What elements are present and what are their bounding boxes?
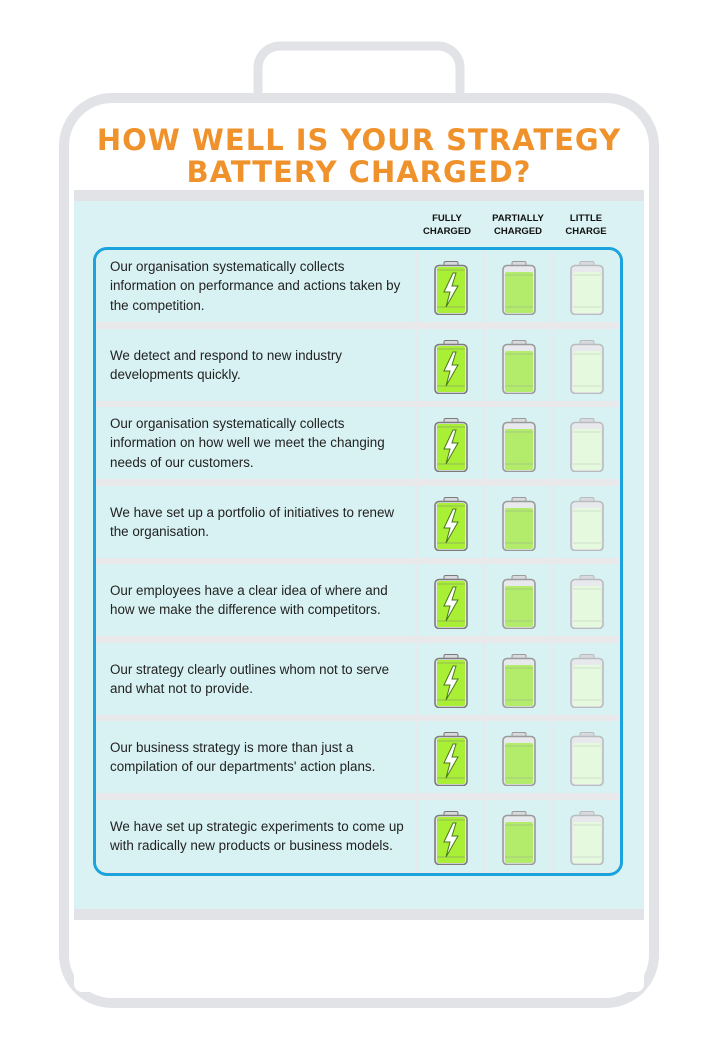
statement-cell — [96, 486, 415, 558]
column-header-little-charge: LITTLE CHARGE — [565, 213, 607, 237]
rating-cell-full[interactable] — [418, 800, 483, 872]
rating-cell-full[interactable] — [418, 564, 483, 636]
rating-cell-little[interactable] — [554, 486, 620, 558]
statement-text: Our organisation systematically collects information on performance and actions taken by the competition. — [110, 258, 401, 313]
statement-text: Our business strategy is more than just a compilation of our departments' action plans. — [110, 739, 376, 774]
statement-text: We detect and respond to new industry developments quickly. — [110, 347, 342, 382]
column-header-fully-charged: FULLY CHARGED — [422, 213, 472, 237]
statement-table — [93, 247, 623, 876]
rating-cell-partial[interactable] — [486, 721, 551, 793]
rating-cell-little[interactable] — [554, 250, 620, 322]
rating-cell-little[interactable] — [554, 721, 620, 793]
rating-cell-little[interactable] — [554, 564, 620, 636]
table-row — [96, 721, 620, 793]
full-battery-icon — [434, 732, 468, 786]
table-row — [96, 407, 620, 479]
rating-cell-partial[interactable] — [486, 643, 551, 715]
full-battery-icon — [434, 654, 468, 708]
full-battery-icon — [434, 497, 468, 551]
statement-text: Our employees have a clear idea of where and how we make the difference with competitors. — [110, 582, 388, 617]
statement-cell — [96, 643, 415, 715]
full-battery-icon — [434, 418, 468, 472]
page-title-line-2: BATTERY CHARGED? — [186, 155, 532, 189]
little-battery-icon — [570, 497, 604, 551]
partial-battery-icon — [502, 418, 536, 472]
statement-cell — [96, 329, 415, 401]
table-row — [96, 250, 620, 322]
column-header-partially-charged: PARTIALLY CHARGED — [492, 213, 544, 237]
page-title-line-1: HOW WELL IS YOUR STRATEGY — [96, 123, 622, 157]
statement-cell — [96, 407, 415, 479]
statement-text: Our organisation systematically collects information on how well we meet the changing needs of our customers. — [110, 415, 385, 470]
partial-battery-icon — [502, 340, 536, 394]
rating-cell-little[interactable] — [554, 329, 620, 401]
little-battery-icon — [570, 261, 604, 315]
rating-cell-partial[interactable] — [486, 250, 551, 322]
statement-cell — [96, 721, 415, 793]
full-battery-icon — [434, 340, 468, 394]
table-row — [96, 329, 620, 401]
rating-cell-little[interactable] — [554, 407, 620, 479]
partial-battery-icon — [502, 261, 536, 315]
rating-cell-little[interactable] — [554, 800, 620, 872]
table-row — [96, 486, 620, 558]
partial-battery-icon — [502, 811, 536, 865]
table-row — [96, 643, 620, 715]
partial-battery-icon — [502, 654, 536, 708]
statement-text: We have set up a portfolio of initiatives to renew the organisation. — [110, 504, 395, 539]
little-battery-icon — [570, 654, 604, 708]
little-battery-icon — [570, 811, 604, 865]
little-battery-icon — [570, 340, 604, 394]
rating-cell-partial[interactable] — [486, 564, 551, 636]
rating-cell-full[interactable] — [418, 721, 483, 793]
statement-cell — [96, 800, 415, 872]
rating-cell-full[interactable] — [418, 486, 483, 558]
table-row — [96, 800, 620, 872]
table-row — [96, 564, 620, 636]
rating-cell-partial[interactable] — [486, 329, 551, 401]
rating-cell-partial[interactable] — [486, 407, 551, 479]
statement-text: Our strategy clearly outlines whom not to serve and what not to provide. — [110, 661, 390, 696]
rating-cell-partial[interactable] — [486, 486, 551, 558]
rating-cell-full[interactable] — [418, 643, 483, 715]
little-battery-icon — [570, 575, 604, 629]
full-battery-icon — [434, 575, 468, 629]
rating-cell-full[interactable] — [418, 329, 483, 401]
little-battery-icon — [570, 418, 604, 472]
statement-cell — [96, 564, 415, 636]
full-battery-icon — [434, 811, 468, 865]
partial-battery-icon — [502, 732, 536, 786]
rating-cell-full[interactable] — [418, 250, 483, 322]
partial-battery-icon — [502, 575, 536, 629]
little-battery-icon — [570, 732, 604, 786]
statement-cell — [96, 250, 415, 322]
rating-cell-partial[interactable] — [486, 800, 551, 872]
full-battery-icon — [434, 261, 468, 315]
rating-cell-full[interactable] — [418, 407, 483, 479]
statement-text: We have set up strategic experiments to come up with radically new products or business models. — [110, 818, 404, 853]
partial-battery-icon — [502, 497, 536, 551]
rating-cell-little[interactable] — [554, 643, 620, 715]
